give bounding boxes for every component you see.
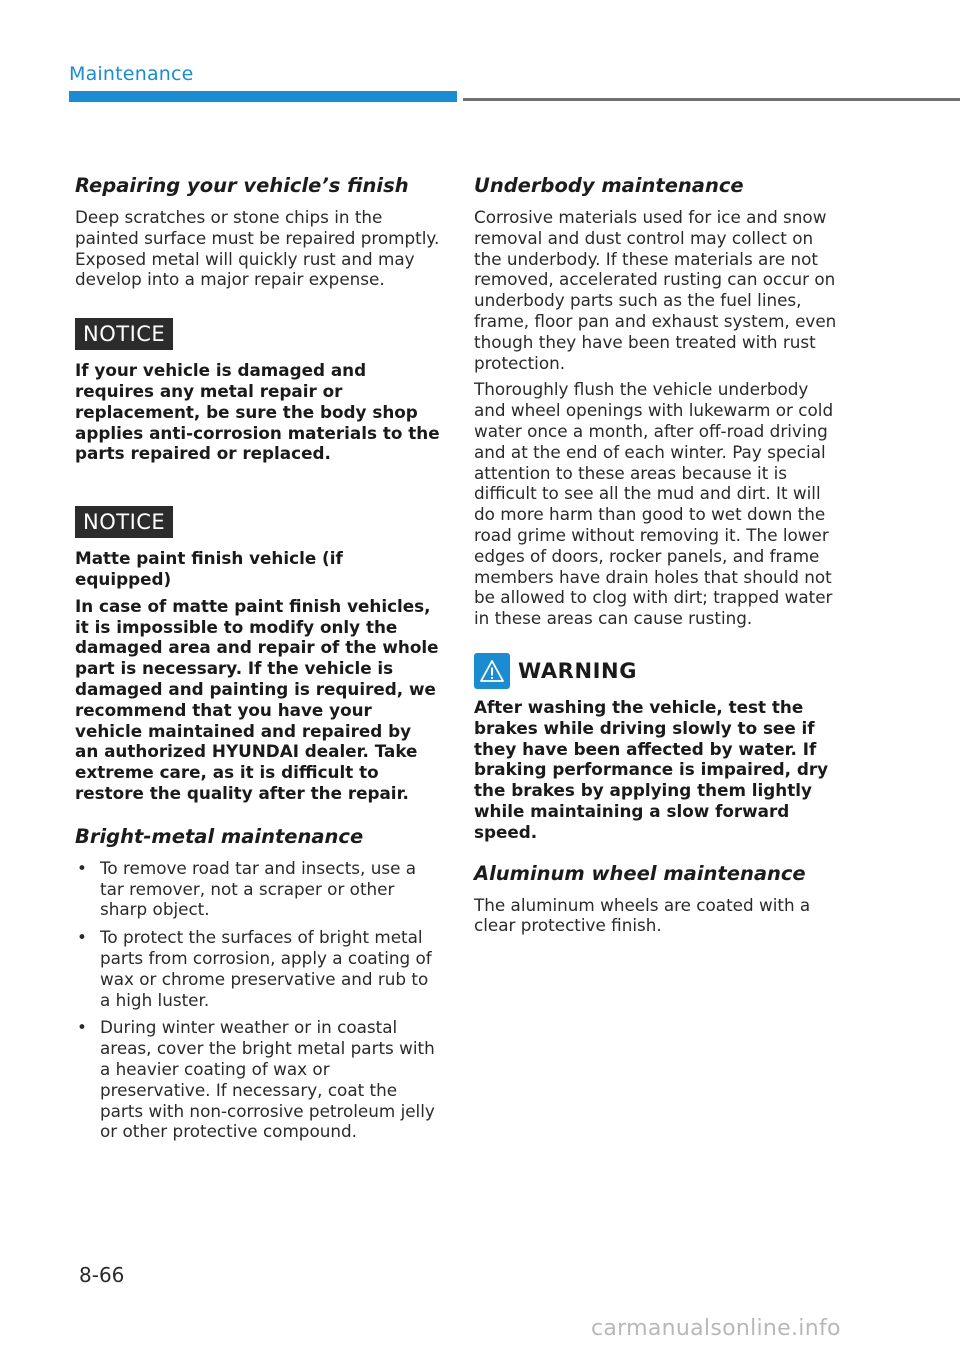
notice-2-text: In case of matte paint finish vehicles, it is impossible to modify only the damaged area and repair of the whole part is necessary. If the vehicle is damaged and painting is required, we recommend that you have your vehicle maintained and repaired by an authorized HYUNDAI dealer. Take extreme care, as it is difficult to restore the quality after the repair. [75, 595, 439, 803]
section-title: Maintenance [69, 63, 194, 85]
warning-text: After washing the vehicle, test the brakes while driving slowly to see if they have been affected by water. If braking performance is impaired, dry the brakes by applying them lightly while maintaining a slow forward speed. [474, 696, 829, 842]
notice-1 [75, 296, 440, 464]
left-column [75, 173, 440, 1149]
list-item-text: During winter weather or in coastal areas, cover the bright metal parts with a heavier coating of wax or preservative. If necessary, coat the parts with non-corrosive petroleum jelly or other protective compound. [100, 1017, 435, 1142]
watermark: carmanualsonline.info [591, 1316, 841, 1341]
list-item [75, 1017, 440, 1142]
header-accent-bar [69, 91, 457, 102]
underbody-paragraph-2: Thoroughly flush the vehicle underbody and wheel openings with lukewarm or cold water once a month, after off-road driving and at the end of each winter. Pay special attention to these areas because it is difficult to see all the mud and dirt. It will do more harm than good to wet down the road grime without removing it. The lower edges of doors, rocker panels, and frame members have drain holes that should not be allowed to clog with dirt; trapped water in these areas can cause rusting. [474, 379, 834, 629]
bullet-icon: • [77, 927, 87, 948]
aluminum-heading: Aluminum wheel maintenance [474, 861, 806, 885]
page-number: 8-66 [79, 1263, 125, 1287]
warning-triangle-icon [474, 653, 510, 689]
repair-heading: Repairing your vehicle’s finish [75, 174, 409, 197]
list-item [75, 858, 440, 920]
underbody-paragraph-1: Corrosive materials used for ice and snow removal and dust control may collect on the underbody. If these materials are not removed, accelerated rusting can occur on underbody parts such as the fuel lines, frame, floor pan and exhaust system, even though they have been treated with rust protection. [474, 207, 837, 373]
list-item [75, 927, 440, 1010]
warning-header [474, 653, 839, 689]
bullet-icon: • [77, 1017, 87, 1038]
header-rule [463, 98, 960, 101]
notice-2-title: Matte paint finish vehicle (if equipped) [75, 548, 343, 589]
repair-body: Deep scratches or stone chips in the painted surface must be repaired promptly. Exposed metal will quickly rust and may develop into a major repair expense. [75, 207, 440, 290]
bullet-icon: • [77, 857, 87, 878]
list-item-text: To remove road tar and insects, use a tar remover, not a scraper or other sharp object. [100, 857, 417, 920]
list-item-text: To protect the surfaces of bright metal parts from corrosion, apply a coating of wax or chrome preservative and rub to a high luster. [100, 927, 432, 1010]
underbody-heading: Underbody maintenance [474, 174, 744, 197]
right-column [474, 173, 839, 942]
bright-metal-list [75, 858, 440, 1142]
aluminum-body: The aluminum wheels are coated with a clear protective finish. [474, 894, 811, 936]
bright-metal-heading: Bright-metal maintenance [75, 824, 364, 848]
notice-1-text: If your vehicle is damaged and requires any metal repair or replacement, be sure the body shop applies anti-corrosion materials to the parts repaired or replaced. [75, 360, 440, 464]
warning-label: WARNING [518, 658, 638, 683]
notice-2 [75, 484, 440, 804]
notice-badge: NOTICE [75, 318, 173, 350]
notice-badge: NOTICE [75, 506, 173, 538]
